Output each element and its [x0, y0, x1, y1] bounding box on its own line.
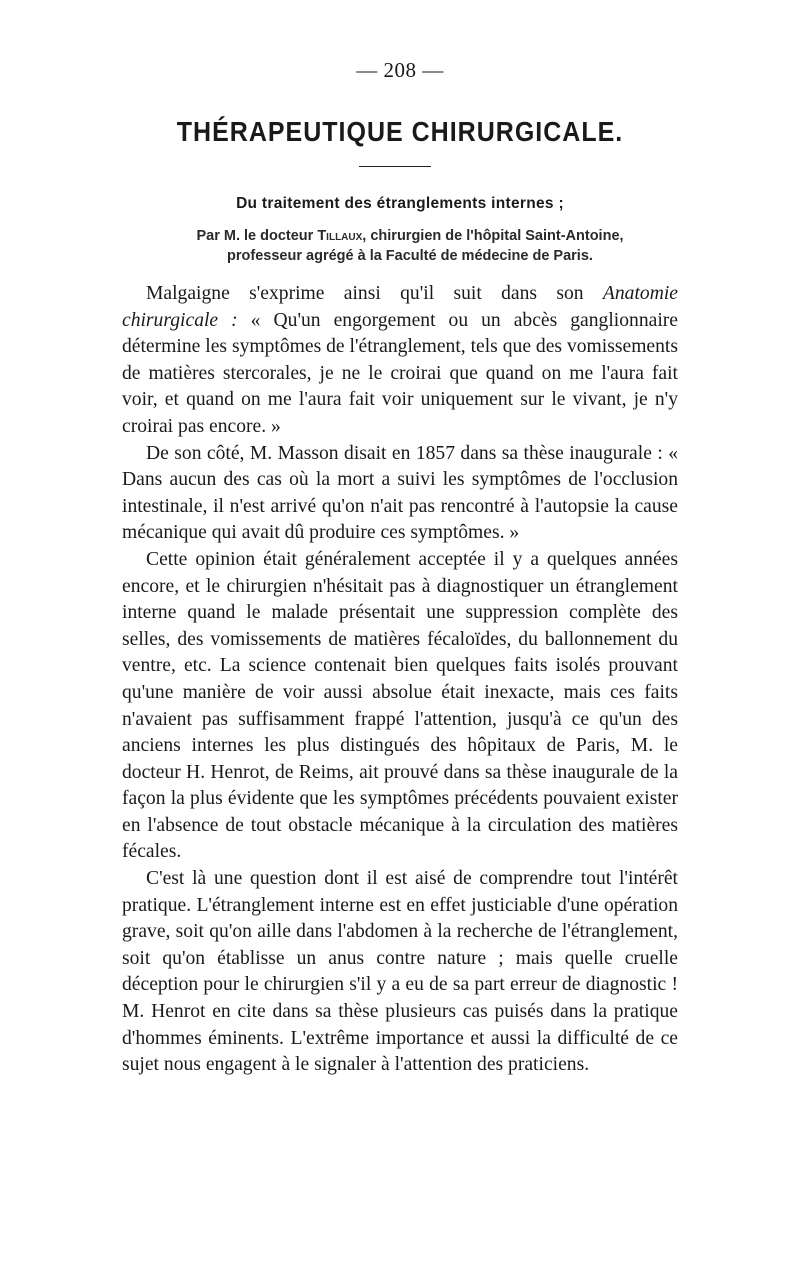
author-byline — [150, 226, 670, 266]
article-subtitle: Du traitement des étranglements internes ; — [236, 195, 564, 212]
page-number: — 208 — — [356, 58, 444, 82]
chapter-title: THÉRAPEUTIQUE CHIRURGICALE. — [176, 116, 624, 148]
paragraph-3: Cette opinion était généralement acceptée il y a quelques années encore, et le chirurgien n'hésitait pas à diagnostiquer un étranglement interne quand le malade présentait une suppression complète des selles, des vomissements de matières fécaloïdes, du ballonnement du ventre, etc. La science contenait bien quelques faits isolés prouvant qu'une manière de voir aussi absolue était inexacte, mais ces faits n'avaient pas suffisamment frappé l'attention, jusqu'à ce qu'un des anciens internes les plus distingués des hôpitaux de Paris, M. le docteur H. Henrot, de Reims, ait prouvé dans sa thèse inaugurale de la façon la plus évidente que les symptômes précédents pouvaient exister en l'absence de tout obstacle mécanique à la circulation des matières fécales. — [122, 548, 678, 863]
paragraph-1-quote: « Qu'un engorgement ou un abcès ganglionnaire détermine les symptômes de l'étranglement, tels que des vomissements de matières stercorales, je ne le croirai que quand on me l'aura fait voir, et quand on me l'aura fait voir uniquement sur le vivant, je n'y croirai pas encore. » — [122, 309, 678, 437]
byline-affiliation: , chirurgien de l'hôpital Saint-Antoine, — [362, 228, 624, 244]
paragraph-2: De son côté, M. Masson disait en 1857 dans sa thèse inaugurale : « Dans aucun des cas où la mort a suivi les symptômes de l'occlusion intestinale, il n'est arrivé qu'on n'ait pas rencontré à l'autopsie la cause mécanique qui avait dû produire ces symptômes. » — [122, 442, 678, 544]
article-body — [122, 281, 678, 1079]
byline-author: Tillaux — [317, 228, 363, 244]
byline-title: professeur agrégé à la Faculté de médecine de Paris. — [227, 248, 593, 264]
book-title-reference: Anatomie chirurgicale : — [122, 283, 678, 331]
paragraph-1 — [122, 281, 678, 441]
paragraph-1-intro: Malgaigne s'exprime ainsi qu'il suit dans son — [146, 283, 603, 304]
paragraph-4: C'est là une question dont il est aisé de comprendre tout l'intérêt pratique. L'étranglement interne est en effet justiciable d'une opération grave, soit qu'on aille dans l'abdomen à la recherche de l'étranglement, soit qu'on établisse un anus contre nature ; mais quelle cruelle déception pour le chirurgien s'il y a eu de sa part erreur de diagnostic ! M. Henrot en cite dans sa thèse plusieurs cas puisés dans la pratique d'hommes éminents. L'extrême importance et aussi la difficulté de ce sujet nous engagent à le signaler à l'attention des praticiens. — [122, 868, 678, 1076]
byline-prefix: Par M. le docteur — [196, 228, 318, 244]
title-divider — [359, 166, 431, 167]
